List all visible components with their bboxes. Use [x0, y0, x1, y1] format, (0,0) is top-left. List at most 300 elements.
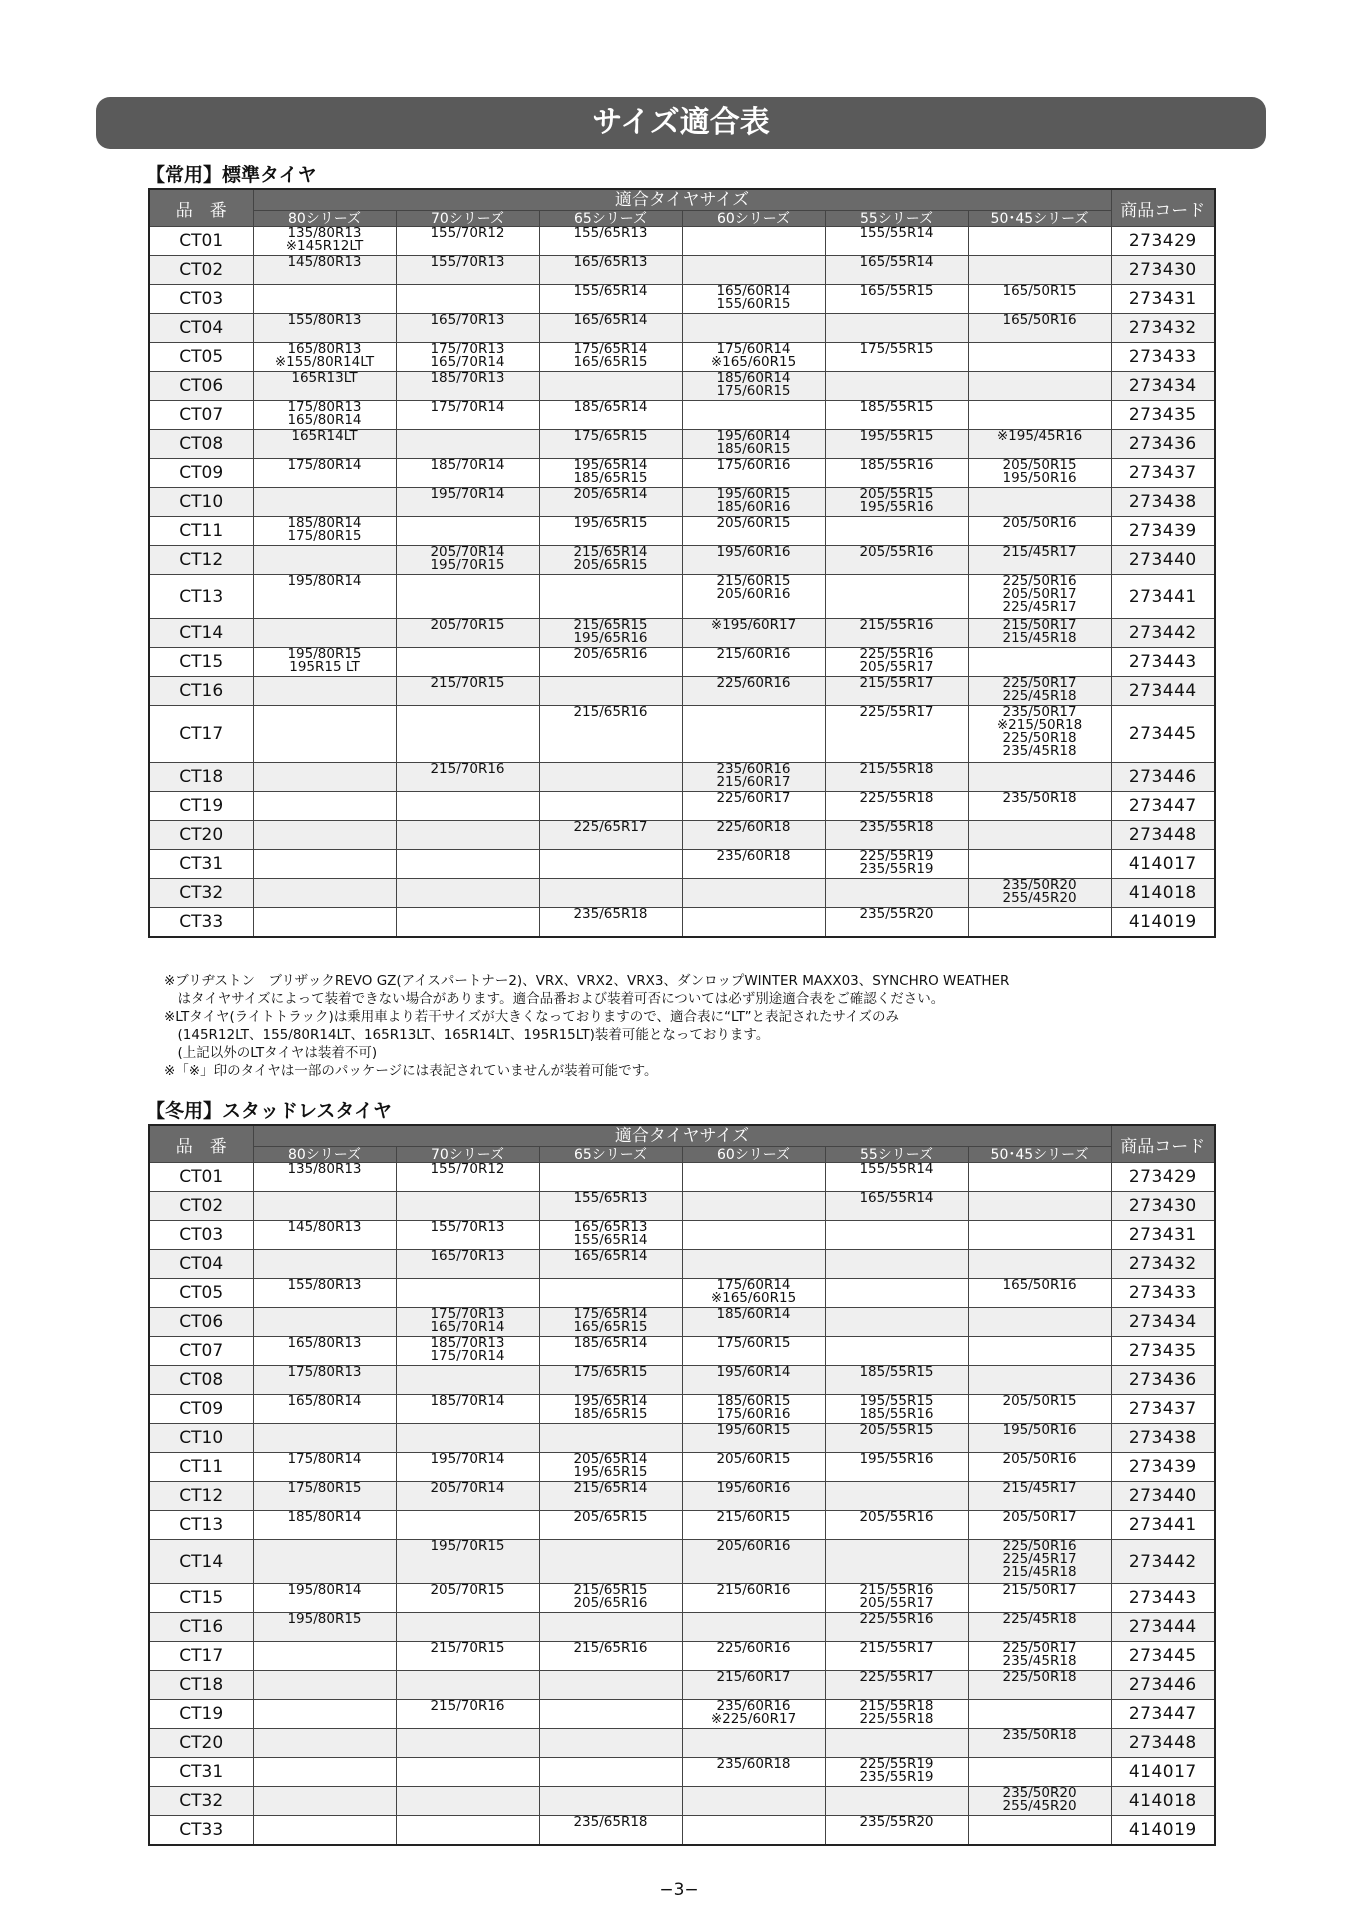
note-line: ※ブリヂストン ブリザックREVO GZ(アイスパートナー2)、VRX、VRX2、VRX3、ダンロップWINTER MAXX03、SYNCHRO WEATHER: [164, 973, 1010, 989]
tire-size-cell: [396, 677, 539, 706]
header-fit-sizes: 適合タイヤサイズ: [253, 189, 1111, 211]
tire-size: 225/55R18: [859, 1711, 934, 1727]
tire-size: 215/60R16: [716, 646, 791, 662]
tire-size: 165/55R14: [859, 254, 934, 270]
tire-size-cell: [539, 546, 682, 575]
tire-size: 165R13LT: [291, 370, 358, 386]
tire-size-cell: [968, 1250, 1111, 1279]
table-row: [149, 1453, 1215, 1482]
tire-size-cell: [968, 1453, 1111, 1482]
product-code-cell: 414019: [1111, 1816, 1215, 1845]
tire-size-cell: [539, 459, 682, 488]
table-row: [149, 1366, 1215, 1395]
tire-size: 205/50R17: [1002, 1509, 1077, 1525]
tire-size: 185/65R14: [573, 1335, 648, 1351]
note-line: ※「※」印のタイヤは一部のパッケージには表記されていませんが装着可能です。: [164, 1063, 658, 1079]
tire-size: 235/55R18: [859, 819, 934, 835]
tire-size-cell: [253, 488, 396, 517]
header-fit-sizes: 適合タイヤサイズ: [253, 1125, 1111, 1147]
tire-size-cell: [539, 575, 682, 619]
product-code-cell: 273438: [1111, 488, 1215, 517]
tire-size: 175/60R16: [716, 457, 791, 473]
product-code-cell: 273436: [1111, 430, 1215, 459]
tire-size-cell: [968, 1308, 1111, 1337]
tire-size-cell: [682, 1221, 825, 1250]
tire-size-cell: [682, 1308, 825, 1337]
tire-size: 195/60R15: [716, 486, 791, 502]
tire-size-cell: [396, 227, 539, 256]
tire-size-cell: [396, 1613, 539, 1642]
tire-size: 215/55R16: [859, 617, 934, 633]
table-row: [149, 227, 1215, 256]
product-code-cell: 273441: [1111, 575, 1215, 619]
tire-size: 165/50R15: [1002, 283, 1077, 299]
tire-size-cell: [968, 792, 1111, 821]
tire-size-cell: [539, 430, 682, 459]
table-row: [149, 517, 1215, 546]
tire-size: 235/45R18: [1002, 743, 1077, 759]
tire-size-cell: [396, 1816, 539, 1845]
tire-size-cell: [825, 879, 968, 908]
tire-size: 205/55R16: [859, 1509, 934, 1525]
tire-size: 255/45R20: [1002, 890, 1077, 906]
tire-size: 165/70R14: [430, 354, 505, 370]
tire-size: 175/70R14: [430, 399, 505, 415]
table-row: [149, 343, 1215, 372]
tire-size: 195/60R16: [716, 544, 791, 560]
tire-size-cell: [682, 459, 825, 488]
tire-size: 225/50R18: [1002, 730, 1077, 746]
tire-size: 175/60R15: [716, 1335, 791, 1351]
tire-size: 225/45R18: [1002, 1611, 1077, 1627]
table-row: [149, 1758, 1215, 1787]
tire-size-cell: [539, 850, 682, 879]
tire-size: 165/70R13: [430, 312, 505, 328]
product-code-cell: 273429: [1111, 227, 1215, 256]
item-code-cell: CT01: [149, 227, 253, 256]
tire-size: 215/60R17: [716, 1669, 791, 1685]
product-code-cell: 273435: [1111, 1337, 1215, 1366]
tire-size-cell: [253, 1613, 396, 1642]
tire-size-cell: [396, 372, 539, 401]
tire-size-cell: [253, 227, 396, 256]
tire-size-cell: [539, 1424, 682, 1453]
tire-size: 205/55R17: [859, 659, 934, 675]
tire-size: 215/65R14: [573, 544, 648, 560]
tire-size-cell: [968, 1424, 1111, 1453]
tire-size-cell: [968, 1366, 1111, 1395]
tire-size-cell: [396, 401, 539, 430]
tire-size-cell: [968, 908, 1111, 937]
tire-size: 215/60R17: [716, 774, 791, 790]
tire-size-cell: [539, 677, 682, 706]
tire-size-cell: [825, 401, 968, 430]
product-code-cell: 414017: [1111, 850, 1215, 879]
item-code-cell: CT33: [149, 908, 253, 937]
product-code-cell: 273446: [1111, 1671, 1215, 1700]
tire-size-cell: [253, 1453, 396, 1482]
tire-size: 215/45R18: [1002, 630, 1077, 646]
tire-size-cell: [825, 488, 968, 517]
tire-size-cell: [968, 1787, 1111, 1816]
tire-size: 225/50R18: [1002, 1669, 1077, 1685]
item-code-cell: CT01: [149, 1163, 253, 1192]
tire-size: 185/60R14: [716, 1306, 791, 1322]
tire-size: 185/70R13: [430, 1335, 505, 1351]
tire-size: 235/55R19: [859, 861, 934, 877]
tire-size-cell: [396, 1366, 539, 1395]
table-row: [149, 677, 1215, 706]
tire-size: 225/55R16: [859, 646, 934, 662]
product-code-cell: 273444: [1111, 1613, 1215, 1642]
tire-size-cell: [968, 1613, 1111, 1642]
tire-size: 195/60R15: [716, 1422, 791, 1438]
tire-size-cell: [539, 1758, 682, 1787]
tire-size-cell: [825, 1540, 968, 1584]
page-number: −3−: [659, 1880, 699, 1900]
tire-size: 185/60R16: [716, 499, 791, 515]
tire-size: 205/65R14: [573, 1451, 648, 1467]
tire-size-cell: [396, 1395, 539, 1424]
item-code-cell: CT10: [149, 488, 253, 517]
tire-size-cell: [539, 1642, 682, 1671]
tire-size-cell: [968, 677, 1111, 706]
table-row: [149, 879, 1215, 908]
tire-size-cell: [968, 1221, 1111, 1250]
product-code-cell: 273433: [1111, 1279, 1215, 1308]
tire-size: 165/60R14: [716, 283, 791, 299]
table-row: [149, 619, 1215, 648]
tire-size-cell: [396, 546, 539, 575]
tire-size-cell: [825, 1424, 968, 1453]
tire-size: 165/65R15: [573, 354, 648, 370]
table-row: [149, 1279, 1215, 1308]
tire-size-cell: [253, 763, 396, 792]
tire-size-cell: [682, 1671, 825, 1700]
tire-size-cell: [539, 314, 682, 343]
tire-size: 165/80R13: [287, 341, 362, 357]
tire-size: 165/55R14: [859, 1190, 934, 1206]
header-product-code: 商品コード: [1111, 1125, 1215, 1163]
product-code-cell: 273437: [1111, 459, 1215, 488]
tire-size-cell: [682, 1482, 825, 1511]
tire-size: 205/50R15: [1002, 1393, 1077, 1409]
tire-size: 145/80R13: [287, 254, 362, 270]
tire-size-cell: [539, 488, 682, 517]
tire-size: 215/55R17: [859, 1640, 934, 1656]
tire-size-cell: [396, 256, 539, 285]
product-code-cell: 273431: [1111, 1221, 1215, 1250]
product-code-cell: 273441: [1111, 1511, 1215, 1540]
tire-size: 205/70R14: [430, 544, 505, 560]
tire-size-cell: [968, 488, 1111, 517]
item-code-cell: CT12: [149, 546, 253, 575]
table-row: [149, 1540, 1215, 1584]
tire-size-cell: [682, 401, 825, 430]
tire-size: 175/65R14: [573, 341, 648, 357]
tire-size-cell: [539, 1482, 682, 1511]
item-code-cell: CT16: [149, 677, 253, 706]
table-row: [149, 1482, 1215, 1511]
tire-size-cell: [253, 1395, 396, 1424]
tire-size-cell: [825, 792, 968, 821]
header-series-70: 70シリーズ: [396, 1147, 539, 1163]
table-row: [149, 1729, 1215, 1758]
tire-size: 155/65R13: [573, 225, 648, 241]
tire-size: 195/55R15: [859, 1393, 934, 1409]
tire-size: 155/55R14: [859, 1161, 934, 1177]
tire-size-cell: [253, 517, 396, 546]
tire-size-cell: [968, 1395, 1111, 1424]
tire-size: 225/55R17: [859, 704, 934, 720]
tire-size: 195/65R14: [573, 1393, 648, 1409]
product-code-cell: 273439: [1111, 1453, 1215, 1482]
tire-size: 235/55R20: [859, 906, 934, 922]
tire-size-cell: [682, 1337, 825, 1366]
tire-size: 185/70R14: [430, 457, 505, 473]
tire-size-cell: [968, 850, 1111, 879]
tire-size: 175/65R14: [573, 1306, 648, 1322]
summer-section-title: 【常用】標準タイヤ: [146, 164, 317, 186]
tire-size-cell: [253, 619, 396, 648]
item-code-cell: CT09: [149, 459, 253, 488]
winter-table-body: [149, 1163, 1215, 1845]
product-code-cell: 273429: [1111, 1163, 1215, 1192]
tire-size-cell: [396, 285, 539, 314]
tire-size: 235/60R18: [716, 848, 791, 864]
tire-size-cell: [253, 430, 396, 459]
table-row: [149, 850, 1215, 879]
tire-size: 185/55R16: [859, 1406, 934, 1422]
tire-size: 185/55R15: [859, 399, 934, 415]
tire-size-cell: [253, 1511, 396, 1540]
tire-size-cell: [396, 850, 539, 879]
tire-size: 165/65R14: [573, 312, 648, 328]
tire-size: 165/65R13: [573, 1219, 648, 1235]
tire-size: 195/65R16: [573, 630, 648, 646]
tire-size: 205/50R17: [1002, 586, 1077, 602]
tire-size: 185/80R14: [287, 515, 362, 531]
tire-size: 195/50R16: [1002, 470, 1077, 486]
tire-size: 175/80R13: [287, 1364, 362, 1380]
tire-size-cell: [253, 706, 396, 763]
tire-size-cell: [968, 343, 1111, 372]
tire-size-cell: [253, 879, 396, 908]
tire-size-cell: [825, 1613, 968, 1642]
tire-size-cell: [968, 1700, 1111, 1729]
item-code-cell: CT02: [149, 256, 253, 285]
table-row: [149, 792, 1215, 821]
tire-size: 215/55R18: [859, 761, 934, 777]
tire-size: 205/55R16: [859, 544, 934, 560]
product-code-cell: 273440: [1111, 546, 1215, 575]
tire-size: 215/60R15: [716, 1509, 791, 1525]
tire-size: 175/80R13: [287, 399, 362, 415]
tire-size: 215/65R16: [573, 704, 648, 720]
tire-size: 165/50R16: [1002, 312, 1077, 328]
tire-size-cell: [825, 1758, 968, 1787]
tire-size: 215/70R16: [430, 1698, 505, 1714]
item-code-cell: CT10: [149, 1424, 253, 1453]
tire-size: 175/65R15: [573, 1364, 648, 1380]
tire-size: 225/50R17: [1002, 1640, 1077, 1656]
tire-size: 175/70R14: [430, 1348, 505, 1364]
table-row: [149, 706, 1215, 763]
tire-size-cell: [396, 1308, 539, 1337]
tire-size-cell: [539, 792, 682, 821]
tire-size-cell: [825, 1366, 968, 1395]
tire-size: 215/70R15: [430, 675, 505, 691]
tire-size-cell: [253, 285, 396, 314]
tire-size: 155/80R13: [287, 312, 362, 328]
tire-size-cell: [539, 1337, 682, 1366]
tire-size-cell: [396, 706, 539, 763]
tire-size-cell: [539, 1787, 682, 1816]
tire-size-cell: [253, 401, 396, 430]
item-code-cell: CT05: [149, 1279, 253, 1308]
tire-size: 165R14LT: [291, 428, 358, 444]
tire-size: 175/65R15: [573, 428, 648, 444]
tire-size-cell: [396, 1192, 539, 1221]
tire-size: 225/45R18: [1002, 688, 1077, 704]
tire-size-cell: [396, 619, 539, 648]
tire-size: 215/55R18: [859, 1698, 934, 1714]
tire-size: 255/45R20: [1002, 1798, 1077, 1814]
tire-size-cell: [968, 706, 1111, 763]
item-code-cell: CT17: [149, 706, 253, 763]
note-line: ※LTタイヤ(ライトトラック)は乗用車より若干サイズが大きくなっておりますので、適合表に“LT”と表記されたサイズのみ: [164, 1009, 899, 1025]
tire-size: 225/60R18: [716, 819, 791, 835]
tire-size-cell: [682, 1584, 825, 1613]
tire-size: 235/50R18: [1002, 1727, 1077, 1743]
header-series-80: 80シリーズ: [253, 1147, 396, 1163]
tire-size: 225/50R16: [1002, 573, 1077, 589]
tire-size: 205/70R15: [430, 1582, 505, 1598]
tire-size-cell: [253, 1642, 396, 1671]
tire-size-cell: [682, 1816, 825, 1845]
tire-size: 185/60R15: [716, 1393, 791, 1409]
table-row: [149, 763, 1215, 792]
tire-size-cell: [682, 1700, 825, 1729]
table-row: [149, 401, 1215, 430]
tire-size: 235/50R20: [1002, 877, 1077, 893]
tire-size: ※225/60R17: [710, 1711, 797, 1727]
tire-size: 165/65R13: [573, 254, 648, 270]
table-row: [149, 1642, 1215, 1671]
table-row: [149, 1787, 1215, 1816]
tire-size: 235/65R18: [573, 906, 648, 922]
tire-size-cell: [825, 1250, 968, 1279]
table-row: [149, 256, 1215, 285]
tire-size: 155/65R14: [573, 283, 648, 299]
tire-size-cell: [682, 314, 825, 343]
product-code-cell: 273442: [1111, 1540, 1215, 1584]
tire-size-cell: [396, 1163, 539, 1192]
tire-size: 155/55R14: [859, 225, 934, 241]
tire-size-cell: [825, 1308, 968, 1337]
tire-size-cell: [253, 850, 396, 879]
tire-size-cell: [968, 575, 1111, 619]
product-code-cell: 273445: [1111, 1642, 1215, 1671]
tire-size-cell: [396, 648, 539, 677]
tire-size-cell: [968, 256, 1111, 285]
tire-size-cell: [396, 1250, 539, 1279]
product-code-cell: 273438: [1111, 1424, 1215, 1453]
tire-size: 175/60R14: [716, 1277, 791, 1293]
tire-size: 235/55R20: [859, 1814, 934, 1830]
tire-size: 195/65R14: [573, 457, 648, 473]
tire-size: 215/45R17: [1002, 544, 1077, 560]
tire-size: 215/45R18: [1002, 1564, 1077, 1580]
tire-size: 155/65R13: [573, 1190, 648, 1206]
item-code-cell: CT09: [149, 1395, 253, 1424]
product-code-cell: 273447: [1111, 1700, 1215, 1729]
table-row: [149, 1584, 1215, 1613]
item-code-cell: CT06: [149, 1308, 253, 1337]
tire-size-cell: [253, 256, 396, 285]
tire-size-cell: [539, 1250, 682, 1279]
tire-size: 175/60R15: [716, 383, 791, 399]
tire-size-cell: [682, 227, 825, 256]
tire-size-cell: [253, 1584, 396, 1613]
tire-size-cell: [968, 401, 1111, 430]
table-row: [149, 908, 1215, 937]
table-row: [149, 285, 1215, 314]
tire-size: 215/45R17: [1002, 1480, 1077, 1496]
tire-size: 195/70R15: [430, 557, 505, 573]
tire-size: ※155/80R14LT: [274, 354, 375, 370]
tire-size: 205/65R15: [573, 557, 648, 573]
tire-size-cell: [968, 1729, 1111, 1758]
tire-size-cell: [968, 372, 1111, 401]
tire-size-cell: [539, 1395, 682, 1424]
tire-size-cell: [968, 1337, 1111, 1366]
tire-size-cell: [539, 343, 682, 372]
tire-size: 175/70R13: [430, 341, 505, 357]
product-code-cell: 273445: [1111, 706, 1215, 763]
item-code-cell: CT08: [149, 430, 253, 459]
item-code-cell: CT13: [149, 1511, 253, 1540]
item-code-cell: CT04: [149, 1250, 253, 1279]
tire-size-cell: [682, 850, 825, 879]
tire-size-cell: [396, 1221, 539, 1250]
tire-size: 135/80R13: [287, 1161, 362, 1177]
tire-size-cell: [825, 1163, 968, 1192]
tire-size: 165/80R14: [287, 412, 362, 428]
tire-size: 165/65R15: [573, 1319, 648, 1335]
tire-size: 175/80R15: [287, 1480, 362, 1496]
tire-size: ※195/45R16: [996, 428, 1083, 444]
tire-size-cell: [396, 1758, 539, 1787]
product-code-cell: 273443: [1111, 648, 1215, 677]
tire-size: 235/60R18: [716, 1756, 791, 1772]
tire-size: 175/55R15: [859, 341, 934, 357]
tire-size-cell: [253, 343, 396, 372]
tire-size-cell: [825, 459, 968, 488]
tire-size: 225/55R19: [859, 1756, 934, 1772]
header-series-65: 65シリーズ: [539, 1147, 682, 1163]
tire-size-cell: [396, 908, 539, 937]
tire-size: 195/55R16: [859, 499, 934, 515]
tire-size-cell: [253, 372, 396, 401]
product-code-cell: 273444: [1111, 677, 1215, 706]
tire-size: 155/70R12: [430, 1161, 505, 1177]
tire-size: 205/65R16: [573, 646, 648, 662]
tire-size: 215/55R16: [859, 1582, 934, 1598]
table-row: [149, 648, 1215, 677]
tire-size: 235/50R20: [1002, 1785, 1077, 1801]
tire-size-cell: [825, 430, 968, 459]
